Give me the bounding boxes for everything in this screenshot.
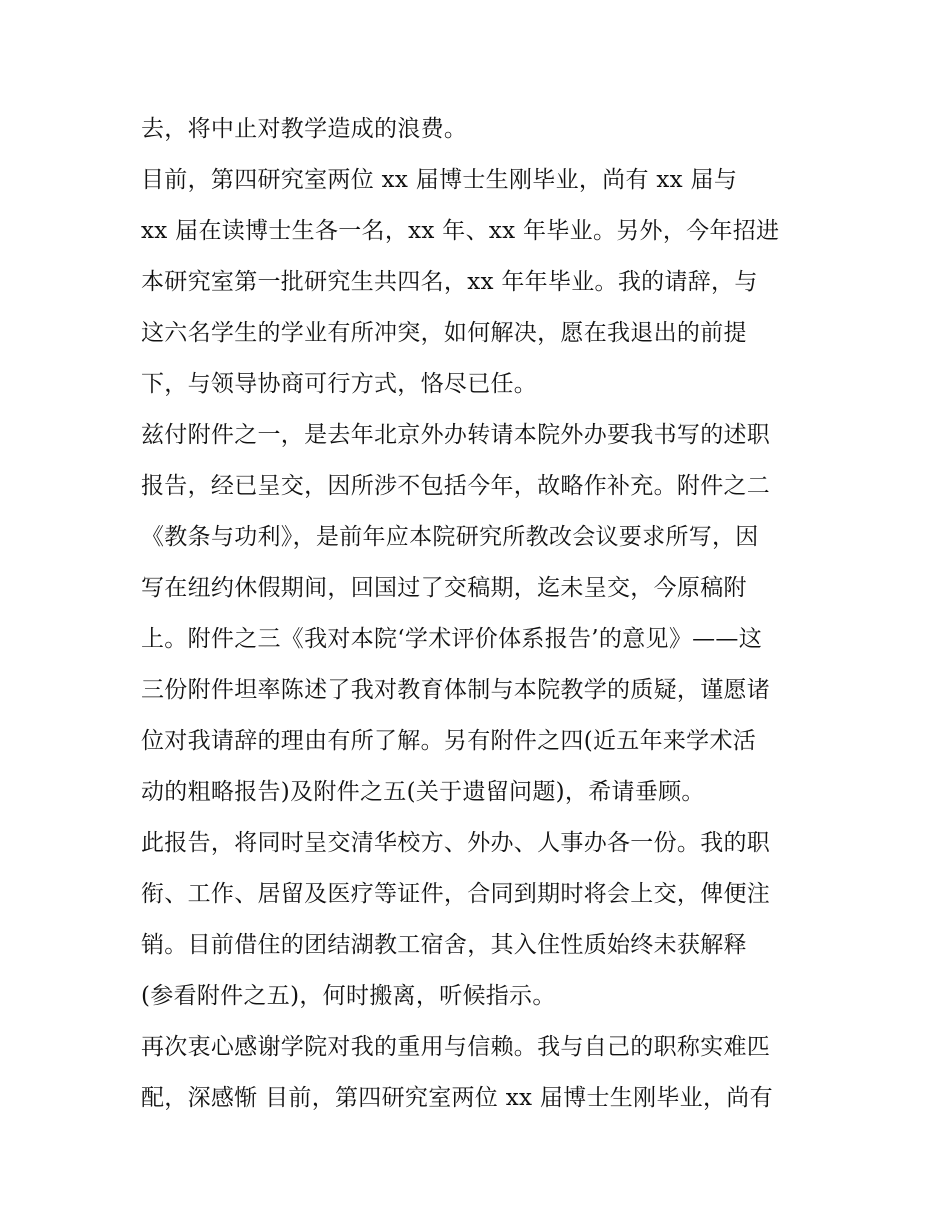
- text-line: 这六名学生的学业有所冲突，如何解决，愿在我退出的前提: [141, 320, 747, 346]
- text-line: 《教条与功利》，是前年应本院研究所教改会议要求所写，因: [141, 524, 759, 550]
- text-line: 配，深感惭 目前，第四研究室两位 xx 届博士生刚毕业，尚有: [141, 1085, 773, 1111]
- text-line: 动的粗略报告)及附件之五(关于遗留问题)，希请垂顾。: [141, 779, 705, 805]
- text-line: 衔、工作、居留及医疗等证件，合同到期时将会上交，俾便注: [141, 881, 771, 907]
- text-line: 销。目前借住的团结湖教工宿舍，其入住性质始终未获解释: [141, 932, 747, 958]
- text-line: 报告，经已呈交，因所涉不包括今年，故略作补充。附件之二: [141, 473, 771, 499]
- text-line: 三份附件坦率陈述了我对教育体制与本院教学的质疑，谨愿诸: [141, 677, 771, 703]
- text-line: 再次衷心感谢学院对我的重用与信赖。我与自己的职称实难匹: [141, 1034, 771, 1060]
- text-line: 下，与领导协商可行方式，恪尽已任。: [141, 371, 538, 397]
- text-line: 写在纽约休假期间，回国过了交稿期，迄未呈交，今原稿附: [141, 575, 747, 601]
- text-line: (参看附件之五)，何时搬离，听候指示。: [141, 983, 556, 1009]
- text-line: 此报告，将同时呈交清华校方、外办、人事办各一份。我的职: [141, 830, 771, 856]
- text-line: 本研究室第一批研究生共四名，xx 年年毕业。我的请辞，与: [141, 269, 758, 295]
- text-line: 目前，第四研究室两位 xx 届博士生刚毕业，尚有 xx 届与: [141, 167, 738, 193]
- text-line: 兹付附件之一，是去年北京外办转请本院外办要我书写的述职: [141, 422, 771, 448]
- text-line: xx 届在读博士生各一名，xx 年、xx 年毕业。另外，今年招进: [141, 218, 780, 244]
- text-line: 上。附件之三《我对本院‘学术评价体系报告’的意见》——这: [141, 626, 763, 652]
- text-line: 位对我请辞的理由有所了解。另有附件之四(近五年来学术活: [141, 728, 757, 754]
- text-line: 去，将中止对教学造成的浪费。: [141, 116, 468, 142]
